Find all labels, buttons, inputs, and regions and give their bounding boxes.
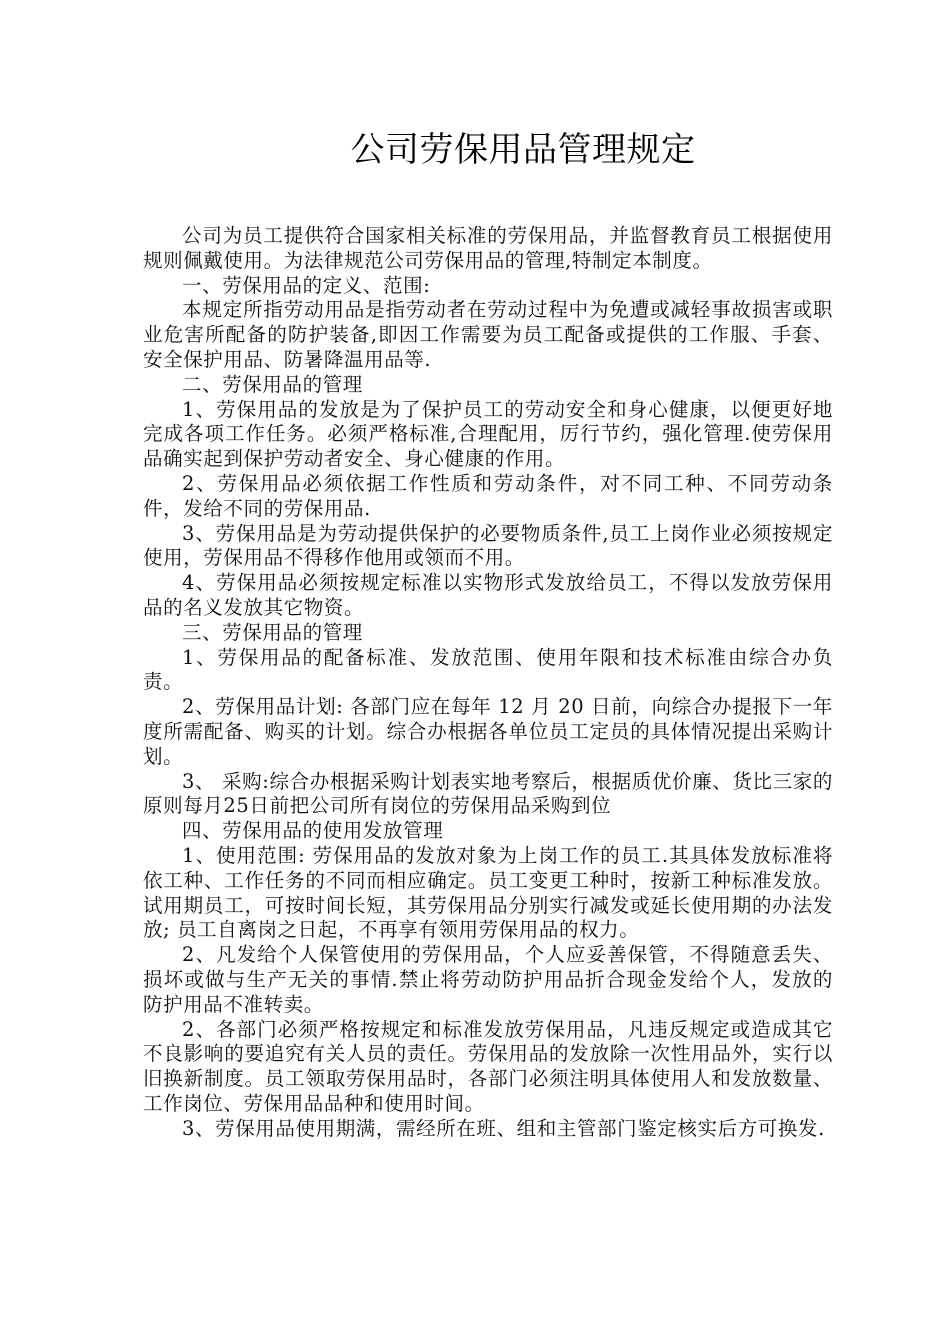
document-body (143, 224, 833, 1141)
paragraph: 2、凡发给个人保管使用的劳保用品，个人应妥善保管，不得随意丢失、损坏或做与生产无关的事情.禁止将劳动防护用品折合现金发给个人，发放的防护用品不准转卖。 (143, 943, 833, 1016)
section-heading-1: 一、劳保用品的定义、范围: (182, 273, 431, 297)
paragraph: 3、劳保用品使用期满，需经所在班、组和主管部门鉴定核实后方可换发. (182, 1116, 825, 1140)
document-title: 公司劳保用品管理规定 (350, 130, 696, 170)
section-heading-3: 三、劳保用品的管理 (182, 620, 363, 644)
paragraph: 1、使用范围: 劳保用品的发放对象为上岗工作的员工.其具体发放标准将依工种、工作任务的不同而相应确定。员工变更工种时，按新工种标准发放。试用期员工，可按时间长短，其劳保用品分别实行减发或延长使用期的办法发放; 员工自离岗之日起，不再享有领用劳保用品的权力。 (143, 843, 833, 942)
paragraph: 1、劳保用品的发放是为了保护员工的劳动安全和身心健康，以便更好地完成各项工作任务。必须严格标准,合理配用，厉行节约，强化管理.使劳保用品确实起到保护劳动者安全、身心健康的作用。 (143, 397, 833, 471)
paragraph: 2、各部门必须严格按规定和标准发放劳保用品，凡违反规定或造成其它不良影响的要追究有关人员的责任。劳保用品的发放除一次性用品外，实行以旧换新制度。员工领取劳保用品时，各部门必须注明具体使用人和发放数量、工作岗位、劳保用品品种和使用时间。 (143, 1017, 833, 1115)
paragraph: 3、 采购:综合办根据采购计划表实地考察后，根据质优价廉、货比三家的原则每月25日前把公司所有岗位的劳保用品采购到位 (143, 769, 833, 818)
paragraph: 2、劳保用品必须依据工作性质和劳动条件，对不同工种、不同劳动条件，发给不同的劳保用品. (143, 471, 833, 520)
paragraph: 2、劳保用品计划: 各部门应在每年 12 月 20 日前，向综合办提报下一年度所需配备、购买的计划。综合办根据各单位员工定员的具体情况提出采购计划。 (143, 695, 833, 768)
paragraph: 1、劳保用品的配备标准、发放范围、使用年限和技术标准由综合办负责。 (143, 645, 833, 694)
intro-paragraph: 公司为员工提供符合国家相关标准的劳保用品，并监督教育员工根据使用规则佩戴使用。为法律规范公司劳保用品的管理,特制定本制度。 (143, 224, 833, 272)
paragraph: 4、劳保用品必须按规定标准以实物形式发放给员工，不得以发放劳保用品的名义发放其它物资。 (143, 571, 833, 619)
paragraph: 本规定所指劳动用品是指劳动者在劳动过程中为免遭或减轻事故损害或职业危害所配备的防护装备,即因工作需要为员工配备或提供的工作服、手套、安全保护用品、防暑降温用品等. (143, 298, 833, 371)
section-heading-2: 二、劳保用品的管理 (182, 372, 363, 396)
section-heading-4: 四、劳保用品的使用发放管理 (182, 819, 444, 843)
paragraph: 3、劳保用品是为劳动提供保护的必要物质条件,员工上岗作业必须按规定使用，劳保用品不得移作他用或领而不用。 (143, 521, 833, 570)
